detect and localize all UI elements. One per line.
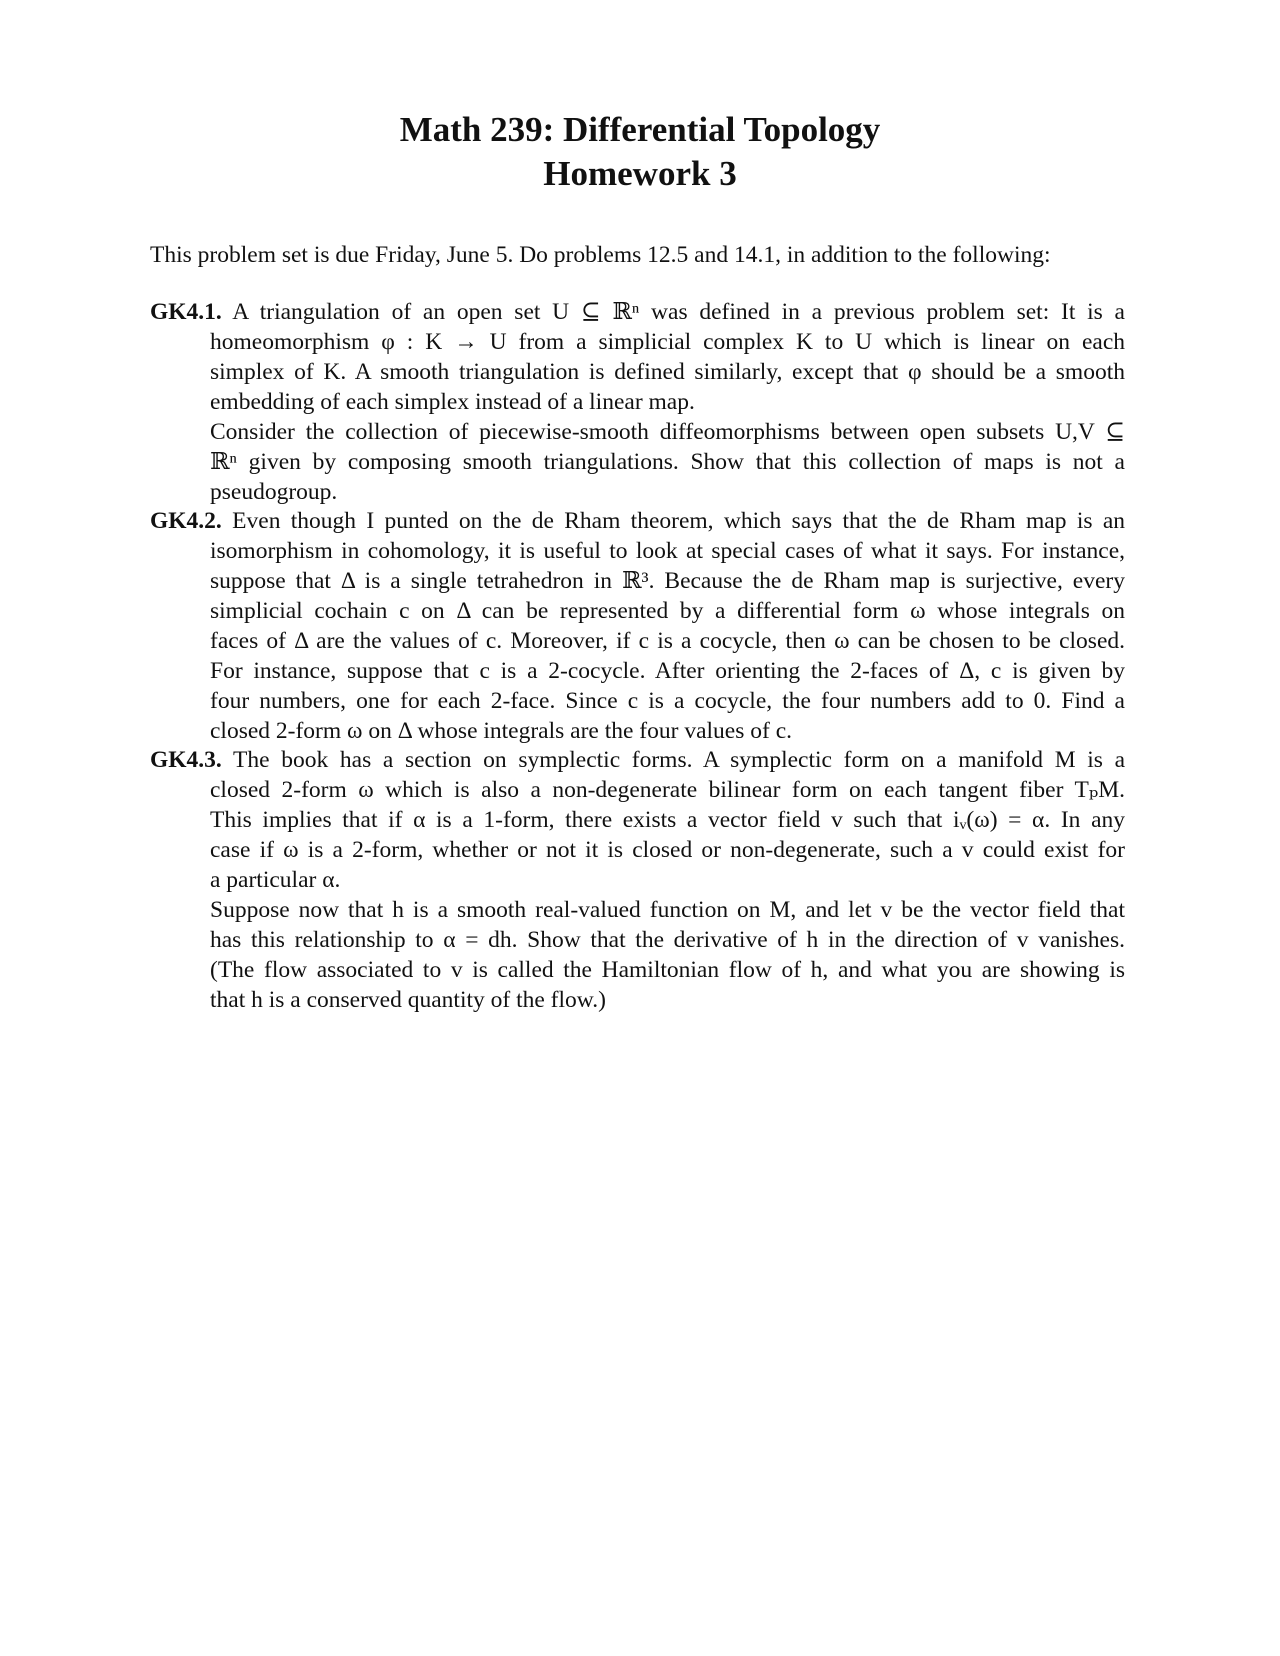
problem-line bbox=[150, 745, 1125, 775]
intro-paragraph: This problem set is due Friday, June 5. Do problems 12.5 and 14.1, in addition to the following: bbox=[150, 242, 1051, 268]
problem-line: For instance, suppose that c is a 2-cocycle. After orienting the 2-faces of Δ, c is given by bbox=[210, 658, 1125, 684]
problem-gk4-1 bbox=[150, 297, 1125, 507]
problem-line bbox=[150, 506, 1125, 536]
problem-line: ℝⁿ given by composing smooth triangulations. Show that this collection of maps is not a bbox=[210, 449, 1125, 475]
problem-line: faces of Δ are the values of c. Moreover, if c is a cocycle, then ω can be chosen to be closed. bbox=[210, 628, 1125, 654]
problem-line: case if ω is a 2-form, whether or not it is closed or non-degenerate, such a v could exist for bbox=[210, 837, 1125, 863]
problem-label: GK4.1. bbox=[150, 299, 222, 325]
problem-gk4-2 bbox=[150, 506, 1125, 746]
problem-line: embedding of each simplex instead of a linear map. bbox=[210, 389, 695, 415]
problem-line: a particular α. bbox=[210, 867, 341, 893]
problem-line: Suppose now that h is a smooth real-valued function on M, and let v be the vector field that bbox=[210, 897, 1125, 923]
problem-label: GK4.2. bbox=[150, 508, 222, 534]
course-title: Math 239: Differential Topology bbox=[399, 110, 881, 149]
problem-line: This implies that if α is a 1-form, there exists a vector field v such that iᵥ(ω) = α. In any bbox=[210, 807, 1125, 833]
problem-line: simplex of K. A smooth triangulation is defined similarly, except that φ should be a smooth bbox=[210, 359, 1125, 385]
homework-title: Homework 3 bbox=[543, 154, 737, 193]
problem-line: pseudogroup. bbox=[210, 479, 338, 505]
problem-text: A triangulation of an open set U ⊆ ℝⁿ was defined in a previous problem set: It is a bbox=[232, 299, 1125, 325]
problem-line: that h is a conserved quantity of the flow.) bbox=[210, 987, 606, 1013]
problem-line: Consider the collection of piecewise-smooth diffeomorphisms between open subsets U,V ⊆ bbox=[210, 419, 1125, 445]
problem-line: homeomorphism φ : K → U from a simplicial complex K to U which is linear on each bbox=[210, 329, 1125, 355]
problem-line: (The flow associated to v is called the Hamiltonian flow of h, and what you are showing is bbox=[210, 957, 1125, 983]
problem-text: Even though I punted on the de Rham theorem, which says that the de Rham map is an bbox=[232, 508, 1125, 534]
problem-label: GK4.3. bbox=[150, 747, 222, 773]
problem-line: suppose that Δ is a single tetrahedron in ℝ³. Because the de Rham map is surjective, every bbox=[210, 568, 1125, 594]
problem-line: isomorphism in cohomology, it is useful to look at special cases of what it says. For instance, bbox=[210, 538, 1125, 564]
problem-line: simplicial cochain c on Δ can be represented by a differential form ω whose integrals on bbox=[210, 598, 1125, 624]
problem-line bbox=[150, 297, 1125, 327]
page-title bbox=[0, 108, 1280, 196]
problem-gk4-3 bbox=[150, 745, 1125, 1015]
problem-line: four numbers, one for each 2-face. Since c is a cocycle, the four numbers add to 0. Find a bbox=[210, 688, 1125, 714]
problem-line: closed 2-form ω on Δ whose integrals are the four values of c. bbox=[210, 718, 793, 744]
problem-text: The book has a section on symplectic forms. A symplectic form on a manifold M is a bbox=[233, 747, 1125, 773]
problem-line: has this relationship to α = dh. Show that the derivative of h in the direction of v vanishes. bbox=[210, 927, 1125, 953]
problem-line: closed 2-form ω which is also a non-degenerate bilinear form on each tangent fiber TₚM. bbox=[210, 777, 1125, 803]
